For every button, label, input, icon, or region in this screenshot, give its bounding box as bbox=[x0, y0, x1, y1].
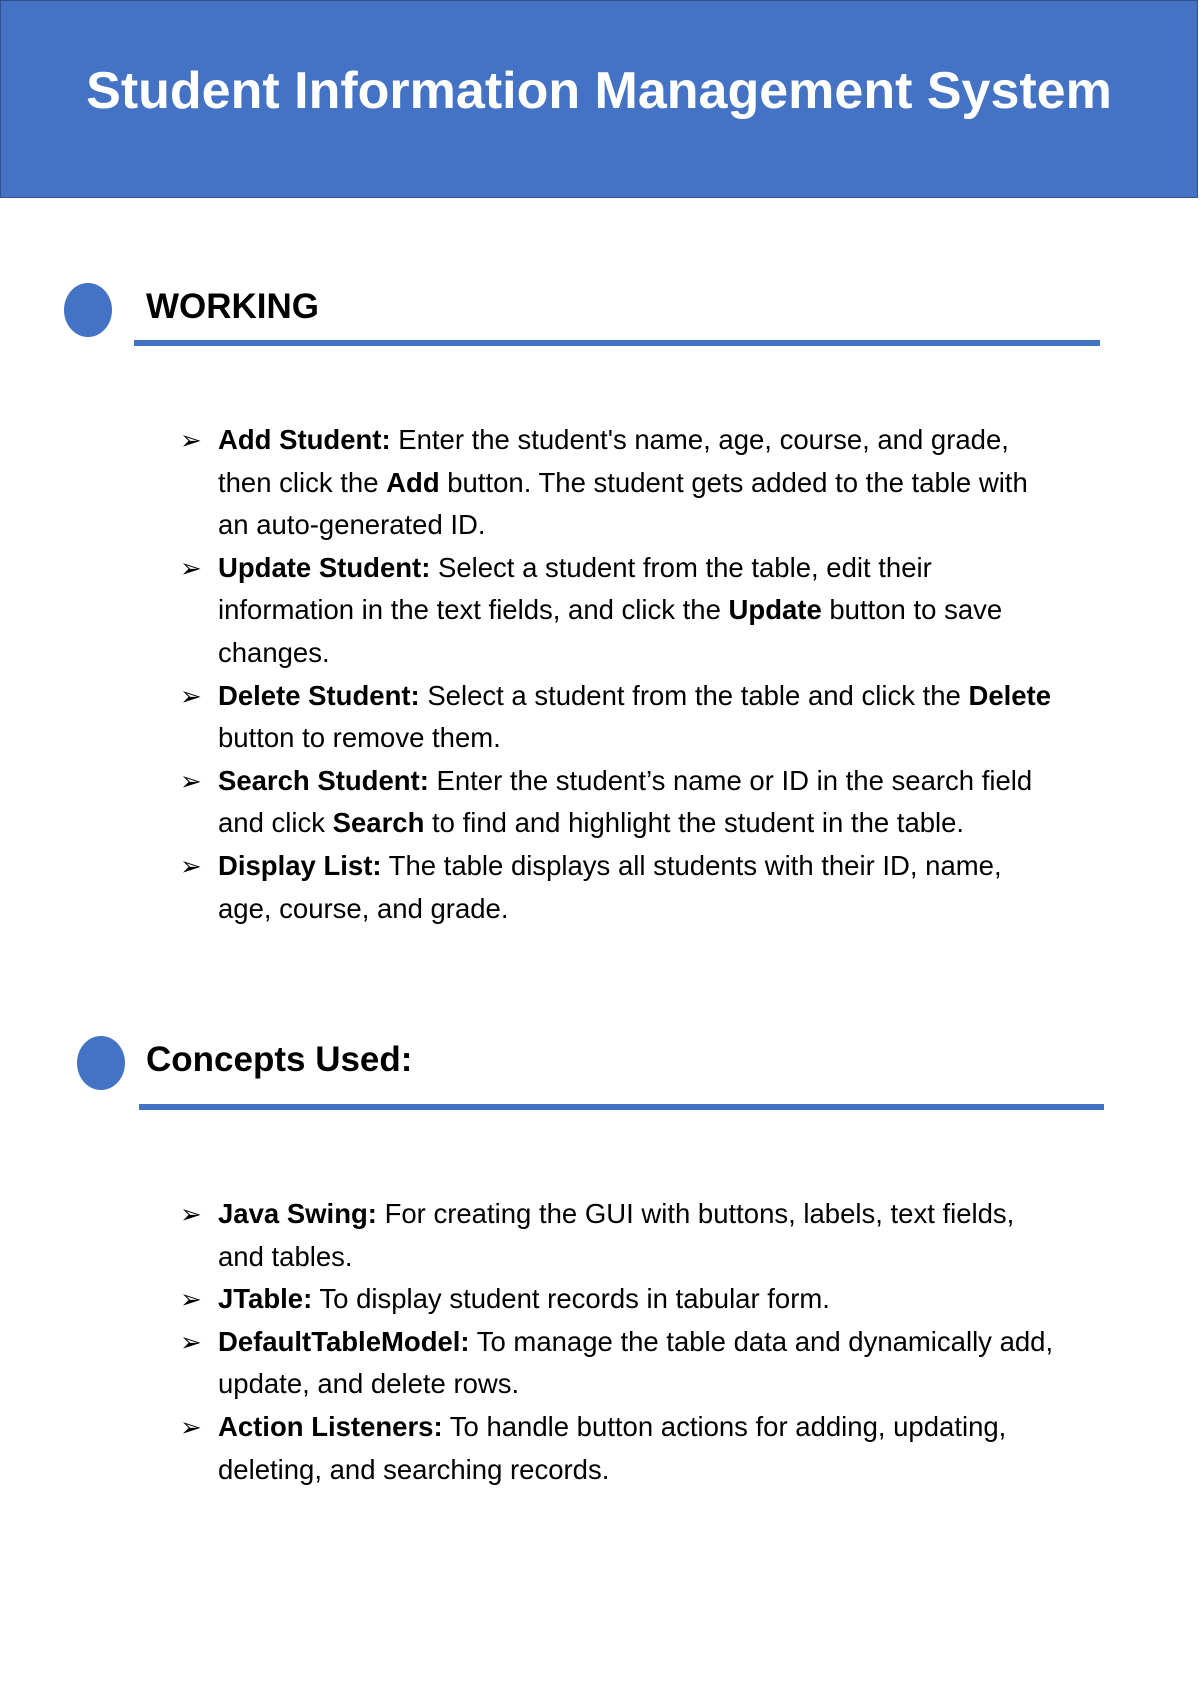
list-item-update-student bbox=[180, 547, 1060, 675]
item-text: button to remove them. bbox=[218, 722, 501, 754]
list-item-jtable bbox=[180, 1278, 1060, 1321]
item-text: to find and highlight the student in the table. bbox=[424, 807, 965, 839]
item-text: For creating the GUI with buttons, labels, text fields, and tables. bbox=[218, 1198, 1015, 1272]
arrow-bullet-icon: ➢ bbox=[180, 1326, 202, 1357]
arrow-bullet-icon: ➢ bbox=[180, 765, 202, 796]
item-term: Display List: bbox=[218, 849, 382, 881]
item-text: To display student records in tabular form. bbox=[312, 1283, 830, 1315]
concepts-list bbox=[180, 1193, 1060, 1491]
arrow-bullet-icon: ➢ bbox=[180, 680, 202, 711]
section-marker-icon bbox=[77, 1036, 125, 1090]
item-term: Delete Student: bbox=[218, 679, 420, 711]
section-divider bbox=[134, 340, 1100, 346]
item-text: Enter the student’s name or ID in the search field and click bbox=[218, 764, 1033, 839]
item-term: Search Student: bbox=[218, 764, 429, 796]
section-marker-icon bbox=[64, 283, 112, 337]
arrow-bullet-icon: ➢ bbox=[180, 1284, 202, 1315]
item-text: button. The student gets added to the table with an auto-generated ID. bbox=[218, 466, 1028, 541]
working-list bbox=[180, 419, 1060, 930]
list-item-display-list bbox=[180, 845, 1060, 930]
section-divider bbox=[139, 1104, 1104, 1110]
item-text: Enter the student's name, age, course, and grade, then click the bbox=[218, 424, 1009, 498]
page-title: Student Information Management System bbox=[86, 62, 1112, 120]
item-keyword: Add bbox=[386, 466, 440, 498]
item-text: To manage the table data and dynamically add, update, and delete rows. bbox=[218, 1325, 1054, 1400]
arrow-bullet-icon: ➢ bbox=[180, 1411, 202, 1442]
item-term: Add Student: bbox=[218, 424, 391, 455]
item-keyword: Delete bbox=[968, 679, 1052, 711]
list-item-default-table-model bbox=[180, 1321, 1060, 1406]
arrow-bullet-icon: ➢ bbox=[180, 850, 202, 881]
item-keyword: Update bbox=[728, 594, 822, 626]
list-item-delete-student bbox=[180, 675, 1060, 760]
item-text: Select a student from the table, edit their information in the text fields, and click the bbox=[218, 551, 932, 626]
section-heading-working: WORKING bbox=[146, 287, 320, 326]
list-item-java-swing bbox=[180, 1193, 1060, 1278]
arrow-bullet-icon: ➢ bbox=[180, 1199, 202, 1229]
list-item-add-student bbox=[180, 419, 1060, 547]
item-term: JTable: bbox=[218, 1283, 313, 1315]
list-item-action-listeners bbox=[180, 1406, 1060, 1491]
arrow-bullet-icon: ➢ bbox=[180, 552, 202, 583]
item-text: The table displays all students with their ID, name, age, course, and grade. bbox=[218, 849, 1002, 924]
item-term: Action Listeners: bbox=[218, 1410, 443, 1442]
item-term: Update Student: bbox=[218, 551, 431, 583]
item-keyword: Search bbox=[332, 807, 425, 839]
item-text: Select a student from the table and click the bbox=[419, 679, 969, 711]
title-banner bbox=[0, 0, 1198, 198]
arrow-bullet-icon: ➢ bbox=[180, 425, 202, 455]
item-term: Java Swing: bbox=[218, 1198, 377, 1229]
item-text: button to save changes. bbox=[218, 594, 1003, 668]
item-text: To handle button actions for adding, updating, deleting, and searching records. bbox=[218, 1410, 1007, 1485]
section-heading-concepts: Concepts Used: bbox=[146, 1040, 413, 1079]
list-item-search-student bbox=[180, 760, 1060, 845]
item-term: DefaultTableModel: bbox=[218, 1325, 470, 1357]
